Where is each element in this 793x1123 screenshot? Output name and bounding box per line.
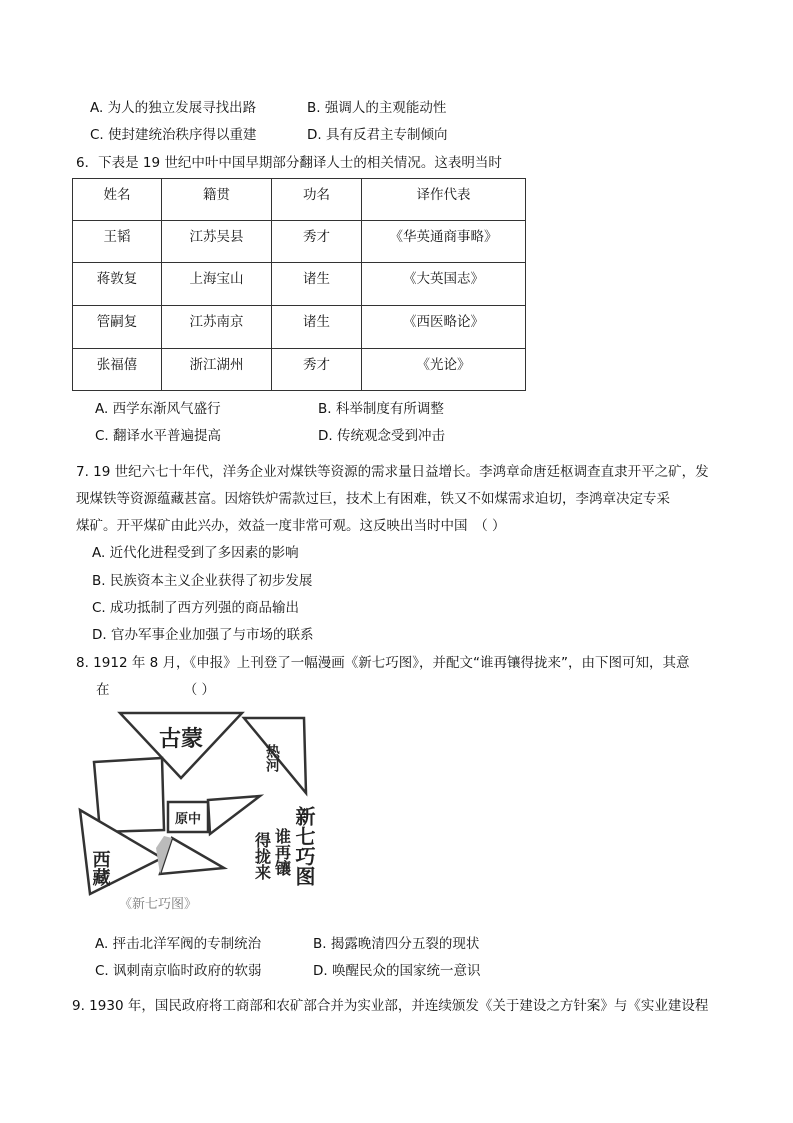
q7-line-2: 现煤铁等资源蕴藏甚富。因熔铁炉需款过巨，技术上有困难，铁又不如煤需求迫切，李鸿章决定专采 <box>76 491 670 507</box>
q5-option-d: D. 具有反君主专制倾向 <box>307 127 448 143</box>
small-triangle <box>208 796 260 834</box>
table-header-row <box>73 179 526 221</box>
table-cell: 秀才 <box>272 349 362 391</box>
q6-option-c: C. 翻译水平普遍提高 <box>95 428 222 444</box>
comic-subtitle-2: 得拢来 <box>252 832 272 880</box>
table-cell: 秀才 <box>272 221 362 263</box>
table-row <box>73 349 526 391</box>
q7-option-a: A. 近代化进程受到了多因素的影响 <box>92 545 299 561</box>
table-cell: 江苏吴县 <box>162 221 272 263</box>
label-center: 原中 <box>174 812 202 827</box>
table-cell: 《大英国志》 <box>362 263 526 306</box>
q6-option-d: D. 传统观念受到冲击 <box>318 428 445 444</box>
table-cell: 浙江湖州 <box>162 349 272 391</box>
left-quad <box>94 758 164 832</box>
table-row <box>73 306 526 349</box>
table-cell: 《华英通商事略》 <box>362 221 526 263</box>
table-row <box>73 221 526 263</box>
q5-option-c: C. 使封建统治秩序得以重建 <box>90 127 257 143</box>
q6-stem: 6．下表是 19 世纪中叶中国早期部分翻译人士的相关情况。这表明当时 <box>76 155 502 171</box>
q5-option-b: B. 强调人的主观能动性 <box>307 100 447 116</box>
table-cell: 《光论》 <box>362 349 526 391</box>
table-cell: 《西医略论》 <box>362 306 526 349</box>
table-cell: 蒋敦复 <box>73 263 162 306</box>
q8-option-a: A. 抨击北洋军阀的专制统治 <box>95 936 262 952</box>
q8-line-1: 8. 1912 年 8 月，《申报》上刊登了一幅漫画《新七巧图》，并配文“谁再镶得拢来”，由下图可知，其意 <box>76 655 690 671</box>
q9-line-1: 9. 1930 年，国民政府将工商部和农矿部合并为实业部，并连续颁发《关于建设之方针案》与《实业建设程 <box>72 998 709 1014</box>
q5-option-a: A. 为人的独立发展寻找出路 <box>90 100 257 116</box>
q8-line-2: 在 （ ） <box>96 682 216 698</box>
q8-option-c: C. 讽刺南京临时政府的软弱 <box>95 963 262 979</box>
label-reho-text: 热河 <box>264 744 280 772</box>
label-tibet: 西藏 <box>89 850 111 886</box>
table-cell: 张福僖 <box>73 349 162 391</box>
table-cell: 王韬 <box>73 221 162 263</box>
table-cell: 管嗣复 <box>73 306 162 349</box>
q7-option-b: B. 民族资本主义企业获得了初步发展 <box>92 573 313 589</box>
label-top: 古蒙 <box>158 726 204 752</box>
q8-option-d: D. 唤醒民众的国家统一意识 <box>313 963 481 979</box>
table-row <box>73 263 526 306</box>
table-header: 姓名 <box>73 179 162 221</box>
q7-option-c: C. 成功抵制了西方列强的商品输出 <box>92 600 300 616</box>
comic-subtitle-1: 谁再镶 <box>272 828 292 876</box>
q7-line-1: 7. 19 世纪六七十年代，洋务企业对煤铁等资源的需求量日益增长。李鸿章命唐廷枢调查直隶开平之矿，发 <box>76 464 709 480</box>
table-header: 功名 <box>272 179 362 221</box>
tangram-cartoon-image <box>76 708 326 916</box>
table-cell: 江苏南京 <box>162 306 272 349</box>
comic-title: 新七巧图 <box>292 806 316 886</box>
q6-table <box>72 178 526 391</box>
table-header: 译作代表 <box>362 179 526 221</box>
comic-caption: 《新七巧图》 <box>118 897 198 912</box>
q6-option-a: A. 西学东渐风气盛行 <box>95 401 221 417</box>
table-cell: 诸生 <box>272 263 362 306</box>
table-cell: 上海宝山 <box>162 263 272 306</box>
table-header: 籍贯 <box>162 179 272 221</box>
q7-option-d: D. 官办军事企业加强了与市场的联系 <box>92 627 314 643</box>
table-cell: 诸生 <box>272 306 362 349</box>
q7-line-3: 煤矿。开平煤矿由此兴办，效益一度非常可观。这反映出当时中国 （ ） <box>76 518 506 534</box>
q6-option-b: B. 科举制度有所调整 <box>318 401 444 417</box>
q8-option-b: B. 揭露晚清四分五裂的现状 <box>313 936 480 952</box>
